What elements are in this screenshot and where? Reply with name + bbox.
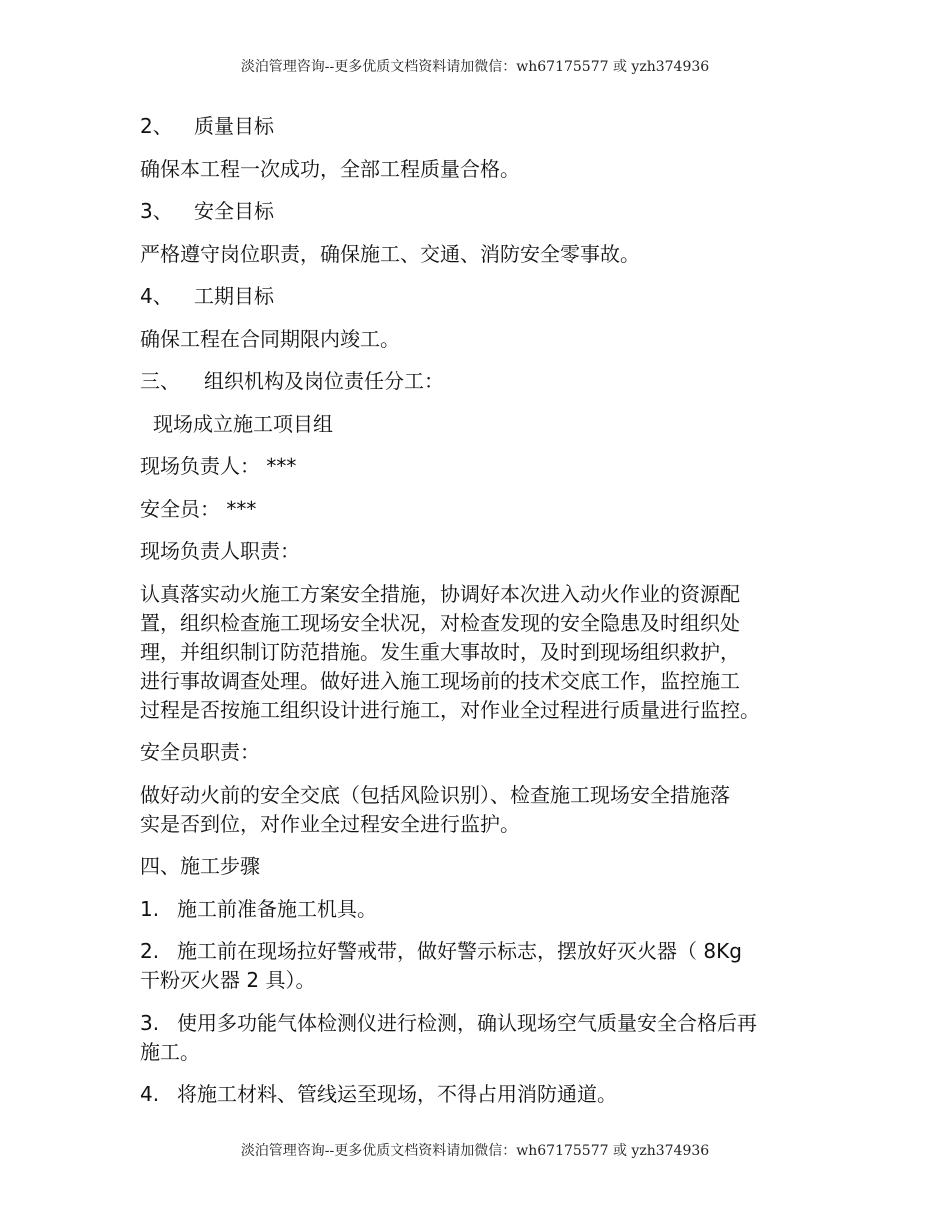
paragraph-line: 实是否到位，对作业全过程安全进行监护。 bbox=[140, 811, 520, 836]
project-team-line: 现场成立施工项目组 bbox=[153, 411, 333, 436]
step-number: 3. bbox=[140, 1010, 160, 1035]
safety-officer-line: 安全员： *** bbox=[140, 496, 257, 521]
section-heading-safety bbox=[140, 197, 815, 226]
section-heading-quality bbox=[140, 112, 815, 141]
step-text: 施工前准备施工机具。 bbox=[177, 896, 377, 921]
paragraph-line: 置，组织检查施工现场安全状况，对检查发现的安全隐患及时组织处 bbox=[140, 610, 740, 635]
step-item bbox=[140, 895, 815, 924]
step-text: 使用多功能气体检测仪进行检测，确认现场空气质量安全合格后再 bbox=[177, 1010, 757, 1035]
page-footer: 淡泊管理咨询--更多优质文档资料请加微信：wh67175577 或 yzh374936 bbox=[240, 1143, 710, 1159]
step-number: 2. bbox=[140, 939, 160, 963]
step-item bbox=[140, 1009, 815, 1067]
section-number: 三、 bbox=[140, 369, 180, 393]
paragraph-line: 进行事故调查处理。做好进入施工现场前的技术交底工作，监控施工 bbox=[140, 668, 740, 693]
paragraph-line: 认真落实动火施工方案安全措施，协调好本次进入动火作业的资源配 bbox=[140, 581, 740, 606]
paragraph-line: 过程是否按施工组织设计进行施工，对作业全过程进行质量进行监控。 bbox=[140, 697, 760, 722]
step-text: 施工前在现场拉好警戒带，做好警示标志，摆放好灭火器（ 8Kg bbox=[177, 939, 742, 963]
section-title: 组织机构及岗位责任分工： bbox=[204, 369, 444, 393]
section-heading-org bbox=[140, 367, 815, 396]
section-number: 2、 bbox=[140, 114, 173, 138]
site-leader-line: 现场负责人： *** bbox=[140, 454, 297, 478]
step-text-continued: 施工。 bbox=[140, 1039, 200, 1064]
paragraph-line: 理，并组织制订防范措施。发生重大事故时，及时到现场组织救护， bbox=[140, 639, 740, 664]
step-text-continued: 干粉灭火器 2 具）。 bbox=[140, 968, 316, 992]
step-item bbox=[140, 1080, 815, 1109]
safety-duty-title: 安全员职责： bbox=[140, 740, 260, 764]
section-title: 质量目标 bbox=[194, 114, 274, 138]
safety-duty-paragraph bbox=[140, 781, 815, 839]
section-number: 3、 bbox=[140, 199, 173, 223]
leader-duty-title: 现场负责人职责： bbox=[140, 539, 300, 563]
section-text-safety: 严格遵守岗位职责，确保施工、交通、消防安全零事故。 bbox=[140, 241, 640, 266]
leader-duty-paragraph bbox=[140, 580, 815, 725]
section-title: 工期目标 bbox=[194, 284, 274, 308]
steps-heading: 四、施工步骤 bbox=[140, 854, 260, 878]
section-title: 安全目标 bbox=[194, 199, 274, 223]
document-body bbox=[140, 112, 815, 1123]
section-text-quality: 确保本工程一次成功，全部工程质量合格。 bbox=[140, 156, 520, 181]
page-header: 淡泊管理咨询--更多优质文档资料请加微信：wh67175577 或 yzh374936 bbox=[240, 59, 710, 75]
step-number: 1. bbox=[140, 896, 160, 921]
paragraph-line: 做好动火前的安全交底（包括风险识别）、检查施工现场安全措施落 bbox=[140, 782, 730, 807]
section-heading-schedule bbox=[140, 282, 815, 311]
section-number: 4、 bbox=[140, 284, 173, 308]
step-number: 4. bbox=[140, 1082, 160, 1106]
section-text-schedule: 确保工程在合同期限内竣工。 bbox=[140, 326, 400, 351]
step-item bbox=[140, 937, 815, 995]
step-text: 将施工材料、管线运至现场，不得占用消防通道。 bbox=[177, 1082, 617, 1106]
